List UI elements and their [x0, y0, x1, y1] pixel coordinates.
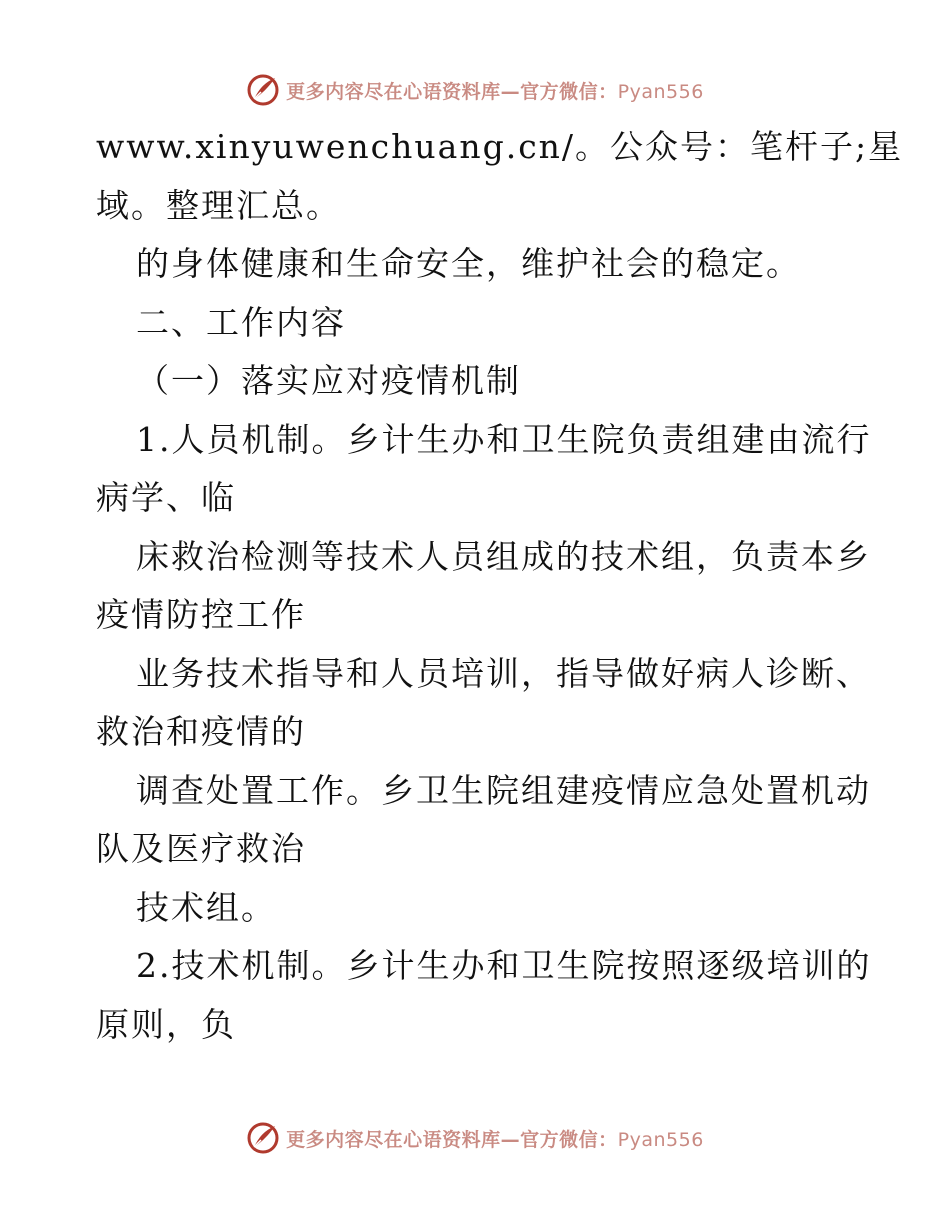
header-watermark [0, 70, 950, 110]
text-line-8: 床救治检测等技术人员组成的技术组，负责本乡 [136, 536, 871, 576]
text-line-1-content: www.xinyuwenchuang.cn/。公众号：笔杆子;星 [96, 127, 904, 166]
subsection-heading: （一）落实应对疫情机制 [136, 361, 521, 400]
text-line-1 [96, 118, 904, 177]
text-line-16: 原则，负 [96, 1004, 236, 1044]
feather-pen-logo-icon [246, 73, 280, 107]
feather-pen-logo-icon [246, 1121, 280, 1155]
text-line-10: 业务技术指导和人员培训，指导做好病人诊断、 [136, 653, 871, 693]
watermark-text-en: Pyan556 [617, 80, 704, 103]
text-line-13: 队及医疗救治 [96, 829, 306, 868]
watermark-text-cn: 更多内容尽在心语资料库—官方微信： [286, 1128, 618, 1151]
text-line-15: 2.技术机制。乡计生办和卫生院按照逐级培训的 [136, 946, 872, 985]
text-line-12: 调查处置工作。乡卫生院组建疫情应急处置机动 [136, 770, 871, 810]
section-heading: 二、工作内容 [136, 302, 346, 342]
watermark-text [286, 77, 704, 104]
text-line-3: 的身体健康和生命安全，维护社会的稳定。 [136, 244, 801, 283]
watermark-text [286, 1125, 704, 1152]
text-line-14: 技术组。 [136, 887, 276, 927]
document-body [96, 118, 904, 1054]
text-line-11: 救治和疫情的 [96, 712, 306, 751]
text-line-9: 疫情防控工作 [96, 595, 306, 634]
text-line-2: 域。整理汇总。 [96, 185, 341, 225]
footer-watermark [0, 1118, 950, 1158]
watermark-text-en: Pyan556 [617, 1128, 704, 1151]
watermark-text-cn: 更多内容尽在心语资料库—官方微信： [286, 80, 618, 103]
text-line-6: 1.人员机制。乡计生办和卫生院负责组建由流行 [136, 419, 872, 459]
text-line-7: 病学、临 [96, 478, 236, 517]
